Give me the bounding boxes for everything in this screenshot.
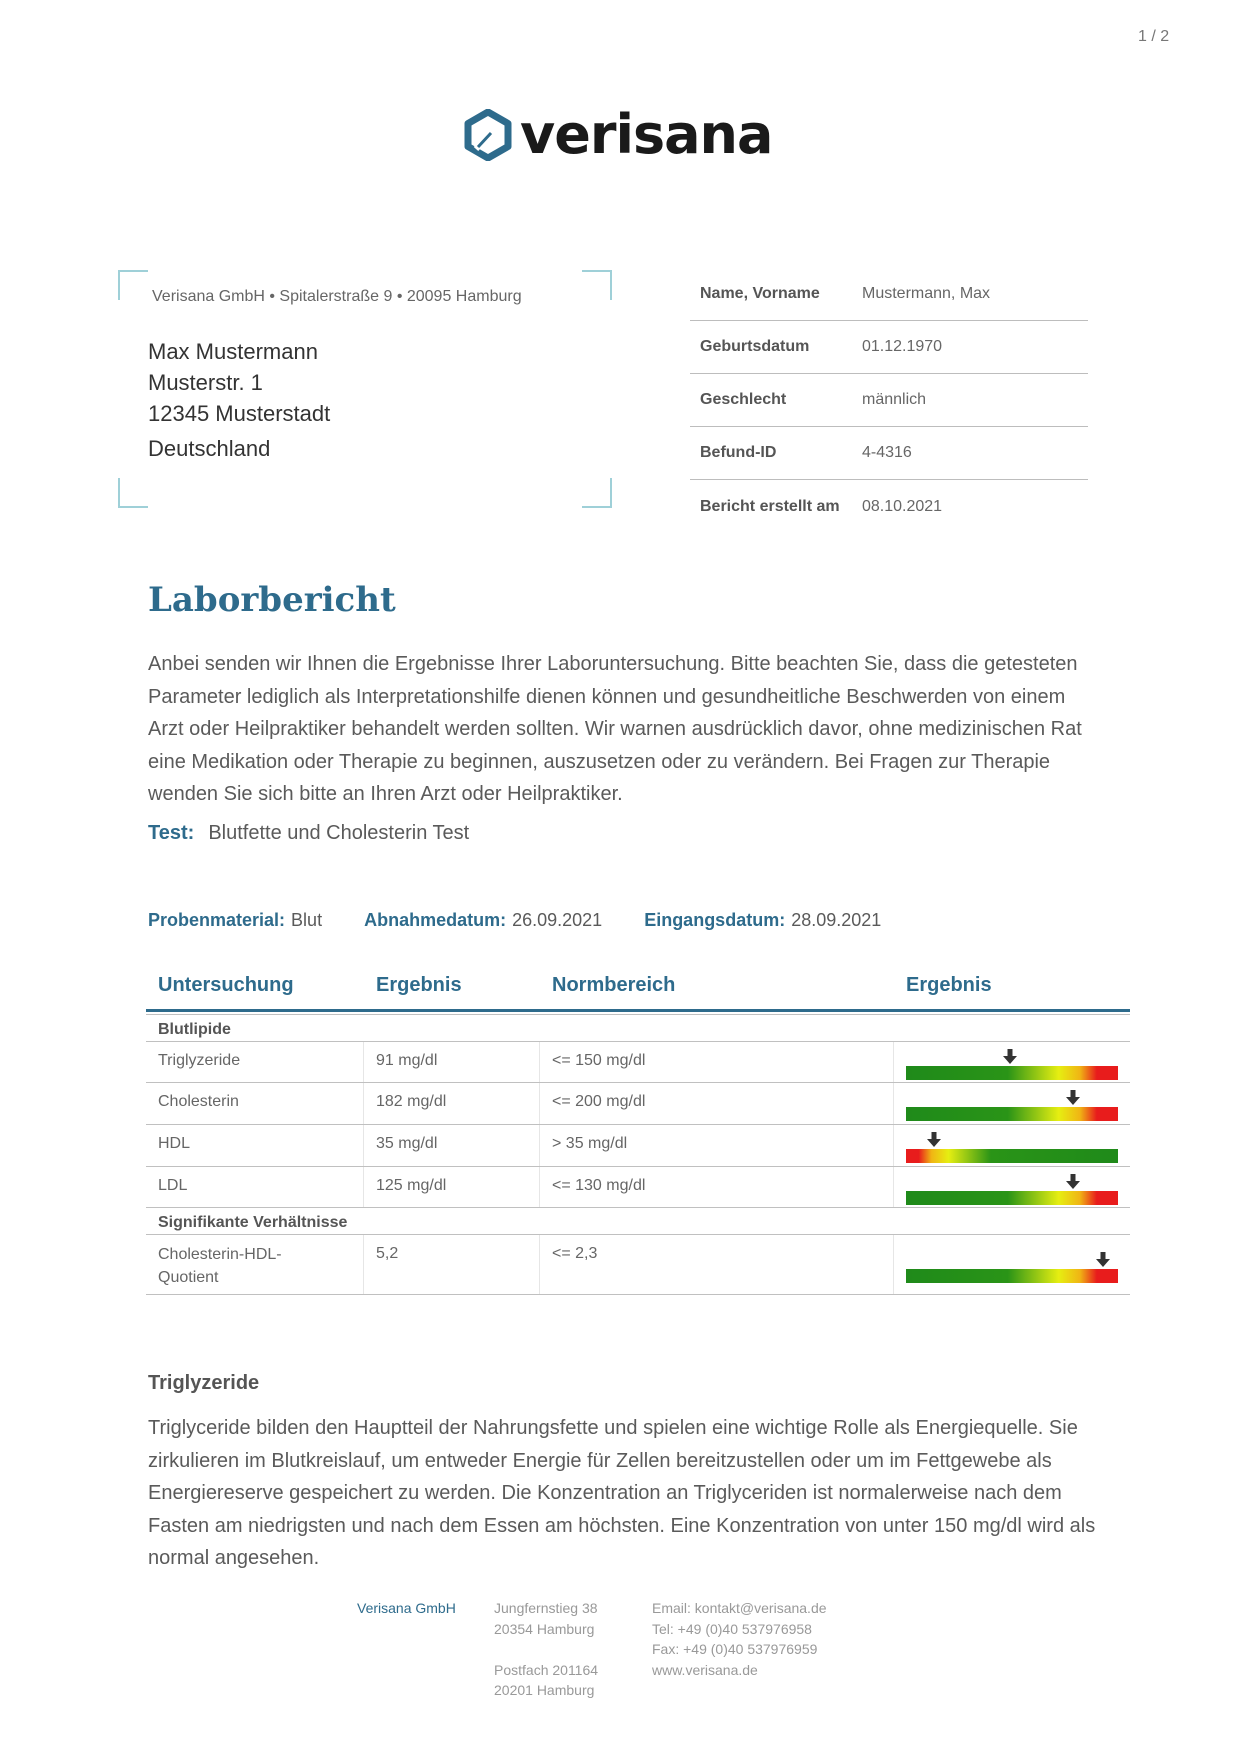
row-result: 5,2 <box>364 1235 540 1294</box>
row-range: <= 200 mg/dl <box>540 1083 894 1124</box>
row-test-name: Cholesterin <box>146 1083 364 1124</box>
row-indicator <box>894 1042 1130 1082</box>
info-row-birthdate <box>690 321 1088 374</box>
row-result: 125 mg/dl <box>364 1167 540 1207</box>
footer-address-line: 20354 Hamburg <box>494 1620 595 1637</box>
row-range: <= 130 mg/dl <box>540 1167 894 1207</box>
header-test: Untersuchung <box>158 974 294 996</box>
table-row <box>146 1042 1130 1083</box>
verisana-wordmark: verisana <box>520 103 773 166</box>
row-result: 182 mg/dl <box>364 1083 540 1124</box>
table-row <box>146 1167 1130 1208</box>
sample-material-label: Probenmaterial: <box>148 910 286 930</box>
result-scale-bar <box>906 1191 1118 1205</box>
info-row-name <box>690 268 1088 321</box>
result-arrow-icon <box>1065 1174 1081 1190</box>
footer-gap <box>494 1639 598 1660</box>
report-intro: Anbei senden wir Ihnen die Ergebnisse Ihrer Laboruntersuchung. Bitte beachten Sie, dass die getesteten Parameter lediglich als Interpretationshilfe dienen können und gesundheitliche Beschwerden von einem Arzt oder Heilpraktiker behandelt werden sollten. Wir warnen ausdrücklich davor, ohne medizinischen Rat eine Medikation oder Therapie zu beginnen, auszusetzen oder zu verändern. Bei Fragen zur Therapie wenden Sie sich bitte an Ihren Arzt oder Heilpraktiker. <box>148 653 1082 805</box>
footer-postbox-line: 20201 Hamburg <box>494 1682 595 1698</box>
row-test-name <box>146 1235 364 1294</box>
recipient-name: Max Mustermann <box>148 339 318 364</box>
table-row <box>146 1125 1130 1167</box>
sender-line: Verisana GmbH • Spitalerstraße 9 • 20095 Hamburg <box>152 288 522 305</box>
info-value: Mustermann, Max <box>862 285 991 302</box>
verisana-logo-icon <box>462 109 514 161</box>
row-range: > 35 mg/dl <box>540 1125 894 1166</box>
triglyceride-text: Triglyceride bilden den Hauptteil der Nahrungsfette und spielen eine wichtige Rolle als Energiequelle. Sie zirkulieren im Blutkreislauf, um entweder Energie für Zellen bereitzustellen oder um im Fettgewebe als Energiereserve gespeichert zu werden. Die Konzentration an Triglyceriden ist normalerweise nach dem Fasten am niedrigsten und nach dem Essen am höchsten. Eine Konzentration von unter 150 mg/dl wird als normal angesehen. <box>148 1417 1096 1569</box>
sample-info <box>148 910 923 931</box>
info-label: Geschlecht <box>700 391 787 408</box>
sample-collection-date <box>364 910 602 931</box>
header-visual: Ergebnis <box>906 974 992 996</box>
info-label: Bericht erstellt am <box>700 497 840 515</box>
collection-date-label: Abnahmedatum: <box>364 910 507 930</box>
info-value: männlich <box>862 391 927 408</box>
test-label: Test: <box>148 822 195 844</box>
row-indicator <box>894 1167 1130 1207</box>
result-arrow-icon <box>1065 1090 1081 1106</box>
test-value: Blutfette und Cholesterin Test <box>208 822 470 844</box>
address-window-corner <box>582 478 612 508</box>
result-arrow-icon <box>1095 1252 1111 1268</box>
result-arrow-icon <box>926 1132 942 1148</box>
page-number: 1 / 2 <box>1138 28 1170 45</box>
table-row <box>146 1235 1130 1295</box>
address-window-corner <box>118 270 148 300</box>
info-value: 08.10.2021 <box>862 497 943 515</box>
row-range: <= 150 mg/dl <box>540 1042 894 1082</box>
footer-website[interactable]: www.verisana.de <box>652 1661 758 1678</box>
row-test-name: Triglyzeride <box>146 1042 364 1082</box>
footer-tel: Tel: +49 (0)40 537976958 <box>652 1620 812 1637</box>
row-test-name: LDL <box>146 1167 364 1207</box>
footer-postbox-line: Postfach 201164 <box>494 1661 599 1678</box>
header-range: Normbereich <box>552 974 676 996</box>
info-value: 01.12.1970 <box>862 338 943 355</box>
recipient-city: 12345 Musterstadt <box>148 401 331 426</box>
result-arrow-icon <box>1002 1049 1018 1065</box>
row-test-name-line: Quotient <box>158 1269 219 1286</box>
recipient-address <box>148 336 330 464</box>
info-value: 4-4316 <box>862 444 912 461</box>
table-row <box>146 1083 1130 1125</box>
section-title: Blutlipide <box>146 1015 1130 1042</box>
info-row-report-id <box>690 427 1088 480</box>
row-result: 91 mg/dl <box>364 1042 540 1082</box>
collection-date-value: 26.09.2021 <box>512 910 603 930</box>
footer-fax: Fax: +49 (0)40 537976959 <box>652 1641 818 1657</box>
results-table <box>146 962 1130 1295</box>
row-indicator <box>894 1125 1130 1166</box>
footer-address <box>494 1598 598 1701</box>
address-window-corner <box>582 270 612 300</box>
recipient-street: Musterstr. 1 <box>148 370 263 395</box>
info-label: Geburtsdatum <box>700 338 810 355</box>
footer-address-line: Jungfernstieg 38 <box>494 1600 598 1616</box>
result-scale-bar <box>906 1066 1118 1080</box>
row-result: 35 mg/dl <box>364 1125 540 1166</box>
info-label: Name, Vorname <box>700 285 820 302</box>
info-row-gender <box>690 374 1088 427</box>
footer-company: Verisana GmbH <box>357 1600 456 1616</box>
sample-receipt-date <box>644 910 881 931</box>
sample-material <box>148 910 322 931</box>
address-window-corner <box>118 478 148 508</box>
info-label: Befund-ID <box>700 444 777 461</box>
result-scale-bar <box>906 1107 1118 1121</box>
row-indicator <box>894 1235 1130 1294</box>
footer-email[interactable]: Email: kontakt@verisana.de <box>652 1600 827 1616</box>
recipient-country: Deutschland <box>148 436 271 461</box>
result-scale-bar <box>906 1149 1118 1163</box>
row-range: <= 2,3 <box>540 1235 894 1294</box>
info-row-report-date <box>690 480 1088 533</box>
header-result: Ergebnis <box>376 974 462 996</box>
triglyceride-title: Triglyzeride <box>148 1372 260 1394</box>
results-table-header <box>146 962 1130 1012</box>
receipt-date-label: Eingangsdatum: <box>644 910 786 930</box>
receipt-date-value: 28.09.2021 <box>791 910 882 930</box>
test-line <box>148 822 469 845</box>
row-test-name-line: Cholesterin-HDL- <box>158 1246 282 1263</box>
report-title: Laborbericht <box>148 580 396 620</box>
row-indicator <box>894 1083 1130 1124</box>
row-test-name: HDL <box>146 1125 364 1166</box>
sample-material-value: Blut <box>291 910 323 930</box>
verisana-logo <box>462 103 773 166</box>
result-scale-bar <box>906 1269 1118 1283</box>
section-title: Signifikante Verhältnisse <box>146 1208 1130 1235</box>
footer-contact <box>652 1598 827 1680</box>
patient-info-table <box>690 268 1088 533</box>
